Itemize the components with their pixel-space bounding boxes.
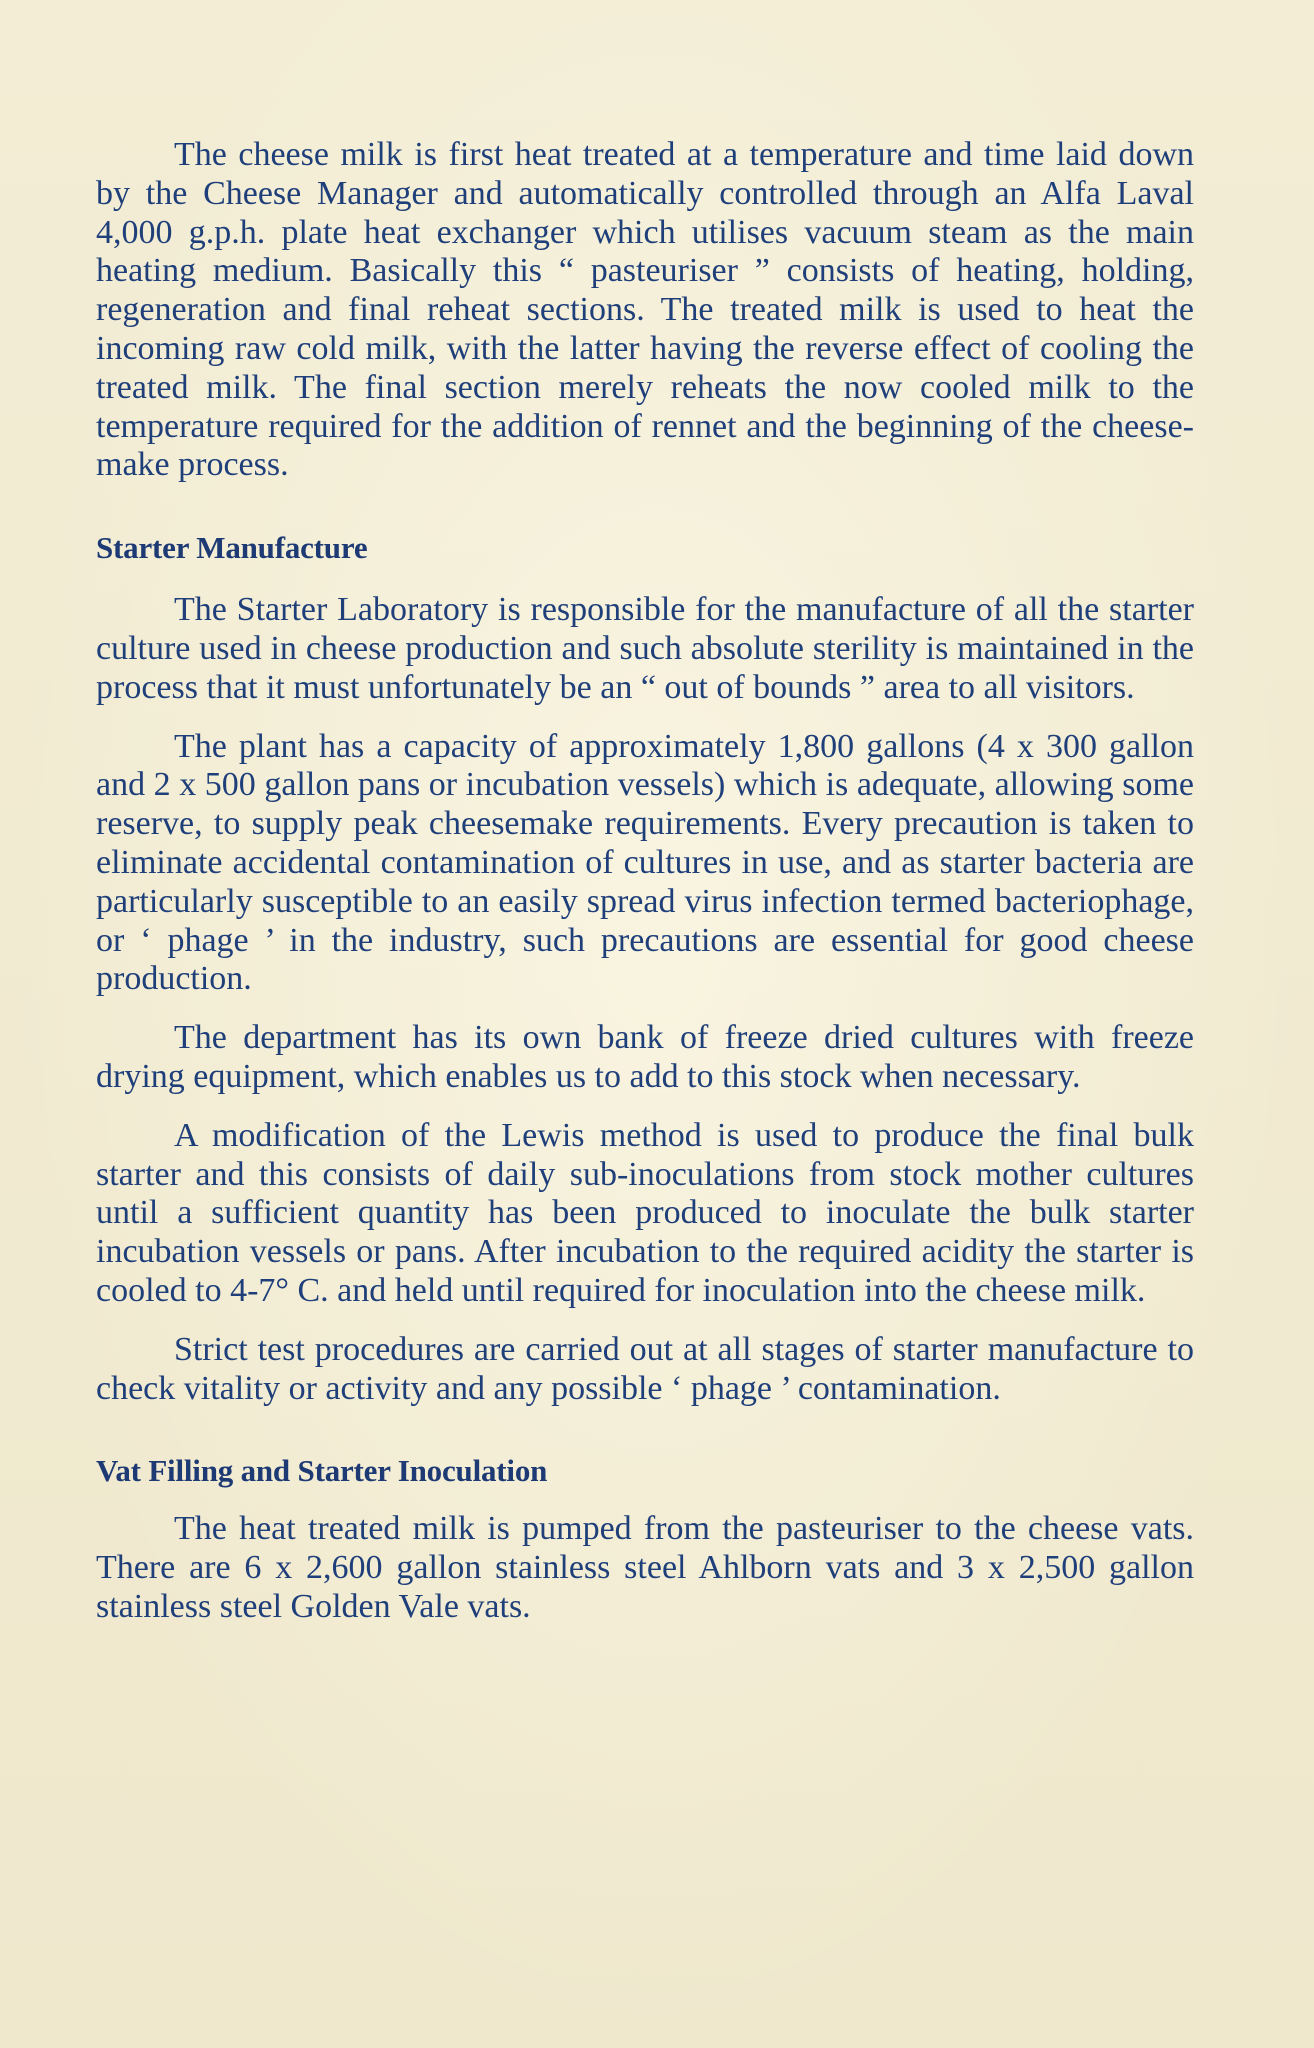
paragraph-cheese-vats: The heat treated milk is pumped from the pasteuriser to the cheese vats. There are 6 x 2,600 gallon stainless steel Ahlborn vats and 3 x 2,500 gallon stainless steel Golden Vale vats.	[96, 1510, 1194, 1625]
paragraph-test-procedures: Strict test procedures are carried out at all stages of starter manufacture to check vitality or activity and any possible ‘ phage ’ contamination.	[96, 1330, 1194, 1407]
paragraph-lewis-method: A modification of the Lewis method is used to produce the final bulk starter and this consists of daily sub-inoculations from stock mother cultures until a sufficient quantity has been produced to inoculate the bulk starter incubation vessels or pans. After incubation to the required acidity the starter is cooled to 4-7° C. and held until required for inoculation into the cheese milk.	[96, 1116, 1194, 1309]
paragraph-pasteuriser: The cheese milk is first heat treated at a temperature and time laid down by the Cheese Manager and automatically controlled through an Alfa Laval 4,000 g.p.h. plate heat exchanger which utilises vacuum steam as the main heating medium. Basically this “ pasteuriser ” consists of heating, holding, regeneration and final reheat sections. The treated milk is used to heat the incoming raw cold milk, with the latter having the reverse effect of cooling the treated milk. The final section merely reheats the now cooled milk to the temperature required for the addition of rennet and the beginning of the cheese-make process.	[96, 136, 1194, 484]
paragraph-plant-capacity: The plant has a capacity of approximately 1,800 gallons (4 x 300 gallon and 2 x 500 gallon pans or incubation vessels) which is adequate, allowing some reserve, to supply peak cheesemake requirements. Every precaution is taken to eliminate accidental contamination of cultures in use, and as starter bacteria are particularly susceptible to an easily spread virus infection termed bacteriophage, or ‘ phage ’ in the industry, such precautions are essential for good cheese production.	[96, 727, 1194, 998]
document-body	[96, 136, 1194, 1627]
paragraph-starter-laboratory: The Starter Laboratory is responsible for the manufacture of all the starter culture used in cheese production and such absolute sterility is maintained in the process that it must unfortunately be an “ out of bounds ” area to all visitors.	[96, 591, 1194, 706]
paragraph-freeze-dried-cultures: The department has its own bank of freeze dried cultures with freeze drying equipment, which enables us to add to this stock when necessary.	[96, 1019, 1194, 1095]
heading-vat-filling: Vat Filling and Starter Inoculation	[96, 1453, 548, 1489]
heading-starter-manufacture: Starter Manufacture	[96, 530, 368, 566]
